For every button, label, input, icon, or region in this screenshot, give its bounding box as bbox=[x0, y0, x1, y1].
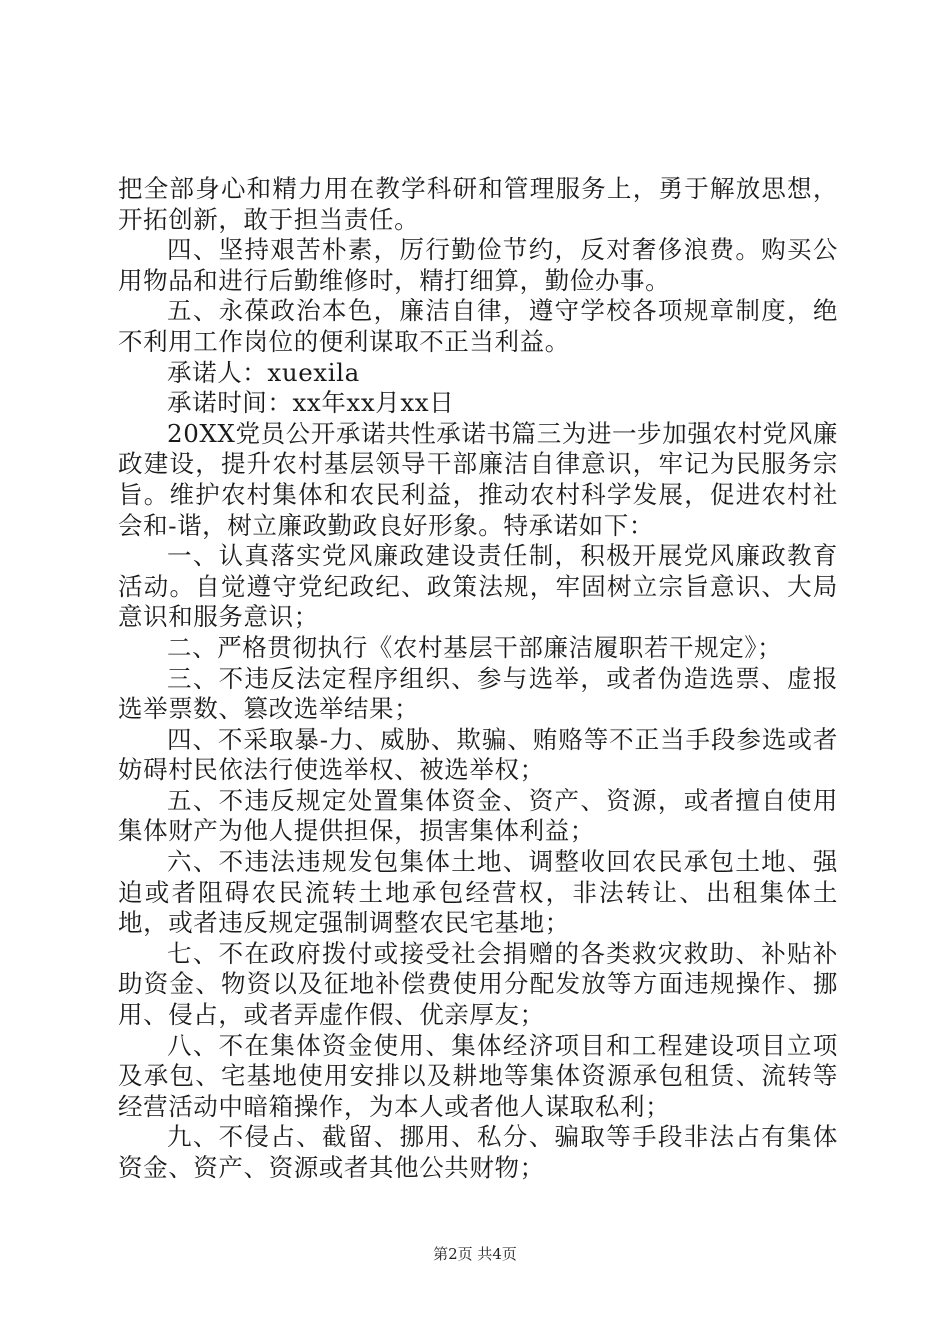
paragraph: 九、不侵占、截留、挪用、私分、骗取等手段非法占有集体资金、资产、资源或者其他公共财物； bbox=[118, 1122, 838, 1182]
paragraph: 20XX党员公开承诺共性承诺书篇三为进一步加强农村党风廉政建设，提升农村基层领导干部廉洁自律意识，牢记为民服务宗旨。维护农村集体和农民利益，推动农村科学发展，促进农村社会和-谐，树立廉政勤政良好形象。特承诺如下： bbox=[118, 418, 838, 540]
document-body bbox=[118, 174, 838, 1184]
paragraph: 五、不违反规定处置集体资金、资产、资源，或者擅自使用集体财产为他人提供担保，损害集体利益； bbox=[118, 785, 838, 846]
page-number-footer: 第2页 共4页 bbox=[433, 1245, 517, 1263]
paragraph: 五、永葆政治本色，廉洁自律，遵守学校各项规章制度，绝不利用工作岗位的便利谋取不正当利益。 bbox=[118, 296, 838, 356]
paragraph: 三、不违反法定程序组织、参与选举，或者伪造选票、虚报选举票数、篡改选举结果； bbox=[118, 663, 838, 724]
paragraph: 八、不在集体资金使用、集体经济项目和工程建设项目立项及承包、宅基地使用安排以及耕地等集体资源承包租赁、流转等经营活动中暗箱操作，为本人或者他人谋取私利； bbox=[118, 1030, 838, 1121]
paragraph: 二、严格贯彻执行《农村基层干部廉洁履职若干规定》； bbox=[167, 632, 783, 662]
paragraph: 一、认真落实党风廉政建设责任制，积极开展党风廉政教育活动。自觉遵守党纪政纪、政策法规，牢固树立宗旨意识、大局意识和服务意识； bbox=[118, 541, 838, 632]
paragraph: 四、不采取暴-力、威胁、欺骗、贿赂等不正当手段参选或者妨碍村民依法行使选举权、被选举权； bbox=[118, 724, 838, 785]
paragraph: 七、不在政府拨付或接受社会捐赠的各类救灾救助、补贴补助资金、物资以及征地补偿费使用分配发放等方面违规操作、挪用、侵占，或者弄虚作假、优亲厚友； bbox=[118, 938, 838, 1030]
paragraph: 六、不违法违规发包集体土地、调整收回农民承包土地、强迫或者阻碍农民流转土地承包经营权，非法转让、出租集体土地，或者违反规定强制调整农民宅基地； bbox=[118, 847, 838, 938]
date-line: 承诺时间：xx年xx月xx日 bbox=[167, 388, 455, 418]
paragraph: 把全部身心和精力用在教学科研和管理服务上，勇于解放思想，开拓创新，敢于担当责任。 bbox=[118, 174, 838, 234]
paragraph: 四、坚持艰苦朴素，厉行勤俭节约，反对奢侈浪费。购买公用物品和进行后勤维修时，精打细算，勤俭办事。 bbox=[118, 235, 838, 295]
signatory-line: 承诺人：xuexila bbox=[167, 357, 360, 387]
